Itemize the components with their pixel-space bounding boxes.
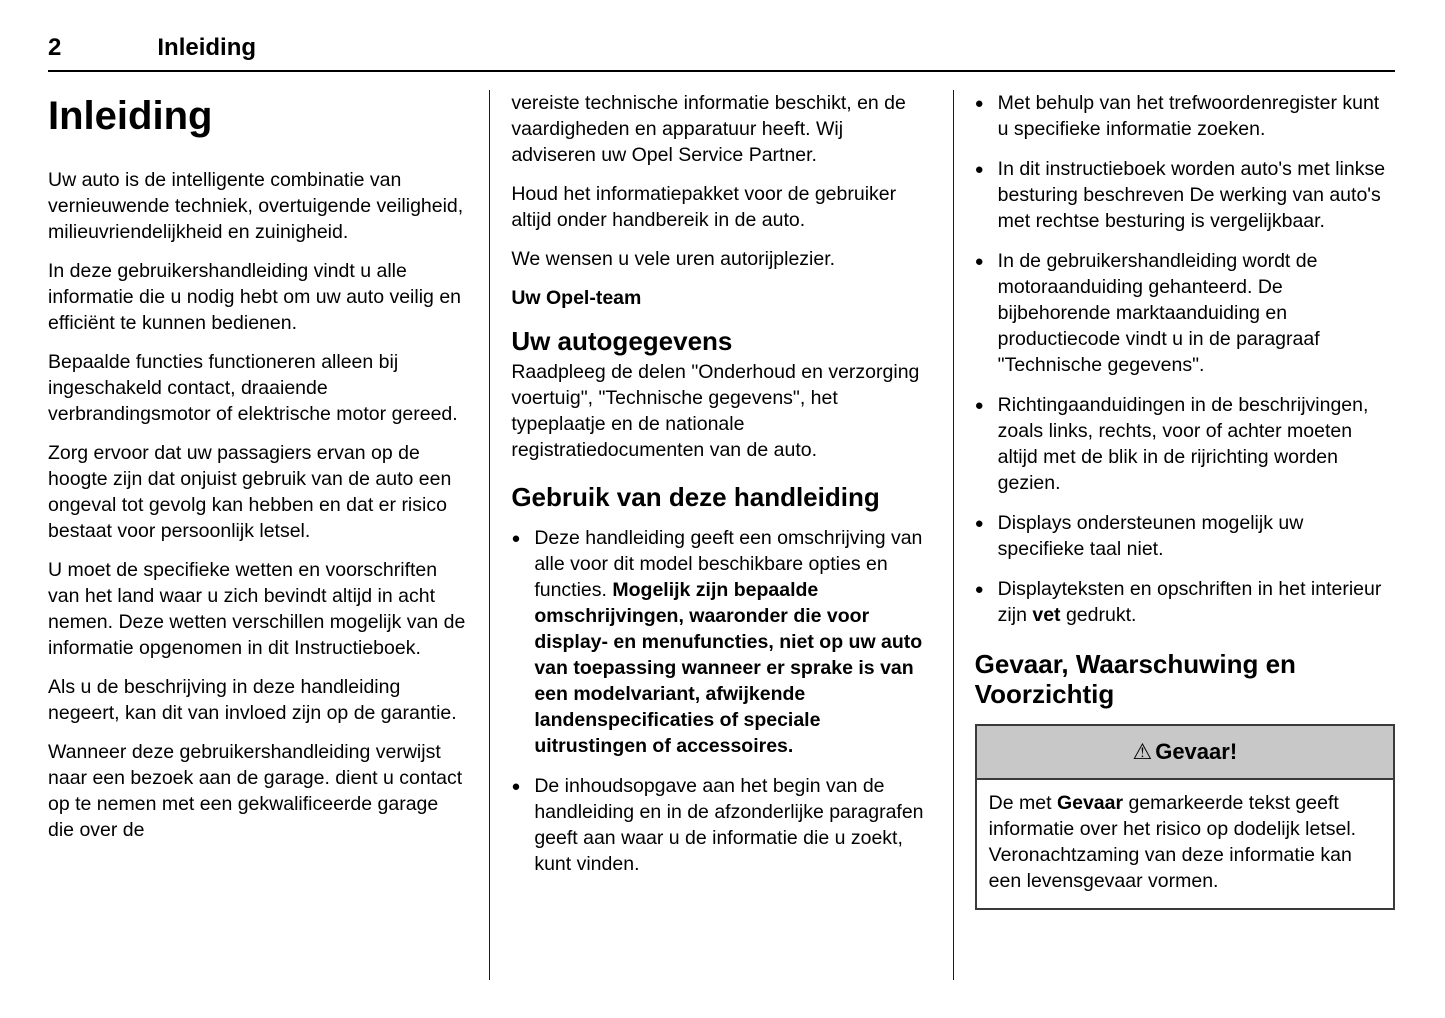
paragraph: vereiste technische informatie beschikt, en de vaardigheden en apparatuur heeft. Wij adviseren uw Opel Service Partner. [511,92,906,166]
bullet-text-part: Displayteksten en opschriften in het interieur zijn [997,578,1382,626]
list-item [975,510,1395,562]
paragraph: Wanneer deze gebruikershandleiding verwijst naar een bezoek aan de garage. dient u contact op te nemen met een gekwalificeerde garage die over de [48,741,463,841]
list-item [511,525,931,759]
danger-text-part-bold: Gevaar [1056,791,1124,814]
danger-box-title: Gevaar! [1155,738,1238,764]
bullet-icon [975,248,998,378]
bullet-text: Displays ondersteunen mogelijk uw specifieke taal niet. [997,512,1304,560]
bullet-icon [975,90,998,142]
list-item [511,773,931,877]
page-header [48,34,1395,72]
signature-line: Uw Opel-team [511,287,642,309]
paragraph: Raadpleeg de delen "Onderhoud en verzorging voertuig", "Technische gegevens", het typeplaatje en de nationale registratiedocumenten van de auto. [511,360,920,461]
list-item [975,576,1395,628]
bullet-icon [975,576,998,628]
bullet-text: In dit instructieboek worden auto's met linkse besturing beschreven De werking van auto's met rechtse besturing is vergelijkbaar. [997,158,1386,232]
list-item [975,90,1395,142]
list-item [975,392,1395,496]
danger-box-body [977,780,1393,908]
paragraph: Bepaalde functies functioneren alleen bij ingeschakeld contact, draaiende verbrandingsmotor of elektrische motor gereed. [48,351,458,425]
section-heading-autogegevens: Uw autogegevens [511,326,733,356]
danger-box-header [977,726,1393,780]
bullet-text-part-bold: vet [1032,604,1061,626]
paragraph: Houd het informatiepakket voor de gebruiker altijd onder handbereik in de auto. [511,183,897,231]
danger-box [975,724,1395,910]
column-2 [511,90,931,980]
bullet-icon [511,525,534,759]
warning-triangle-icon [1132,739,1155,764]
bullet-icon [511,773,534,877]
bullet-icon [975,392,998,496]
bullet-text: In de gebruikershandleiding wordt de motoraanduiding gehanteerd. De bijbehorende marktaanduiding en productiecode vindt u in de paragraaf "Technische gegevens". [997,250,1320,376]
paragraph: Uw auto is de intelligente combinatie van vernieuwende techniek, overtuigende veiligheid, milieuvriendelijkheid en zuinigheid. [48,169,464,243]
bullet-text-part-bold: Mogelijk zijn bepaalde omschrijvingen, waaronder die voor display- en menufuncties, niet op uw auto van toepassing wanneer er sprake is van een modelvariant, afwijkende landenspecificaties of speciale uitrustingen of accessoires. [534,578,923,757]
bullet-text: De inhoudsopgave aan het begin van de handleiding en in de afzonderlijke paragrafen geeft aan waar u de informatie die u zoekt, kunt vinden. [534,774,924,875]
column-divider [953,90,954,980]
paragraph: We wensen u vele uren autorijplezier. [511,248,836,270]
chapter-title: Inleiding [157,34,257,61]
bullet-text-part: gedrukt. [1060,604,1137,626]
three-column-layout [48,90,1395,980]
bullet-text: Met behulp van het trefwoordenregister kunt u specifieke informatie zoeken. [997,92,1380,140]
bullet-icon [975,156,998,234]
bullet-text [998,576,1395,628]
page-number: 2 [48,34,62,61]
paragraph: Als u de beschrijving in deze handleiding negeert, kan dit van invloed zijn op de garantie. [48,676,457,724]
page-title: Inleiding [48,94,213,138]
paragraph: Zorg ervoor dat uw passagiers ervan op de hoogte zijn dat onjuist gebruik van de auto een ongeval tot gevolg kan hebben en dat er risico bestaat voor persoonlijk letsel. [48,442,452,542]
column-divider [489,90,490,980]
bullet-text-part: Deze handleiding geeft een omschrijving van alle voor dit model beschikbare opties en functies. [534,526,923,601]
list-item [975,156,1395,234]
column-3 [975,90,1395,980]
bullet-icon [975,510,998,562]
paragraph: In deze gebruikershandleiding vindt u alle informatie die u nodig hebt om uw auto veilig en efficiënt te kunnen bedienen. [48,260,462,334]
danger-text-part: De met [988,791,1057,814]
bullet-text: Richtingaanduidingen in de beschrijvingen, zoals links, rechts, voor of achter moeten altijd met de blik in de rijrichting worden gezien. [997,394,1369,494]
column-1 [48,90,468,980]
paragraph: U moet de specifieke wetten en voorschriften van het land waar u zich bevindt altijd in acht nemen. Deze wetten verschillen mogelijk van de informatie opgenomen in dit Instructieboek. [48,559,466,659]
section-heading-gebruik: Gebruik van deze handleiding [511,481,880,512]
list-item [975,248,1395,378]
bullet-text [534,525,931,759]
section-heading-warnings: Gevaar, Waarschuwing en Voorzichtig [974,649,1296,709]
danger-text-part: gemarkeerde tekst geeft informatie over het risico op dodelijk letsel. Veronachtzaming van deze informatie kan een levensgevaar vormen. [988,791,1357,892]
